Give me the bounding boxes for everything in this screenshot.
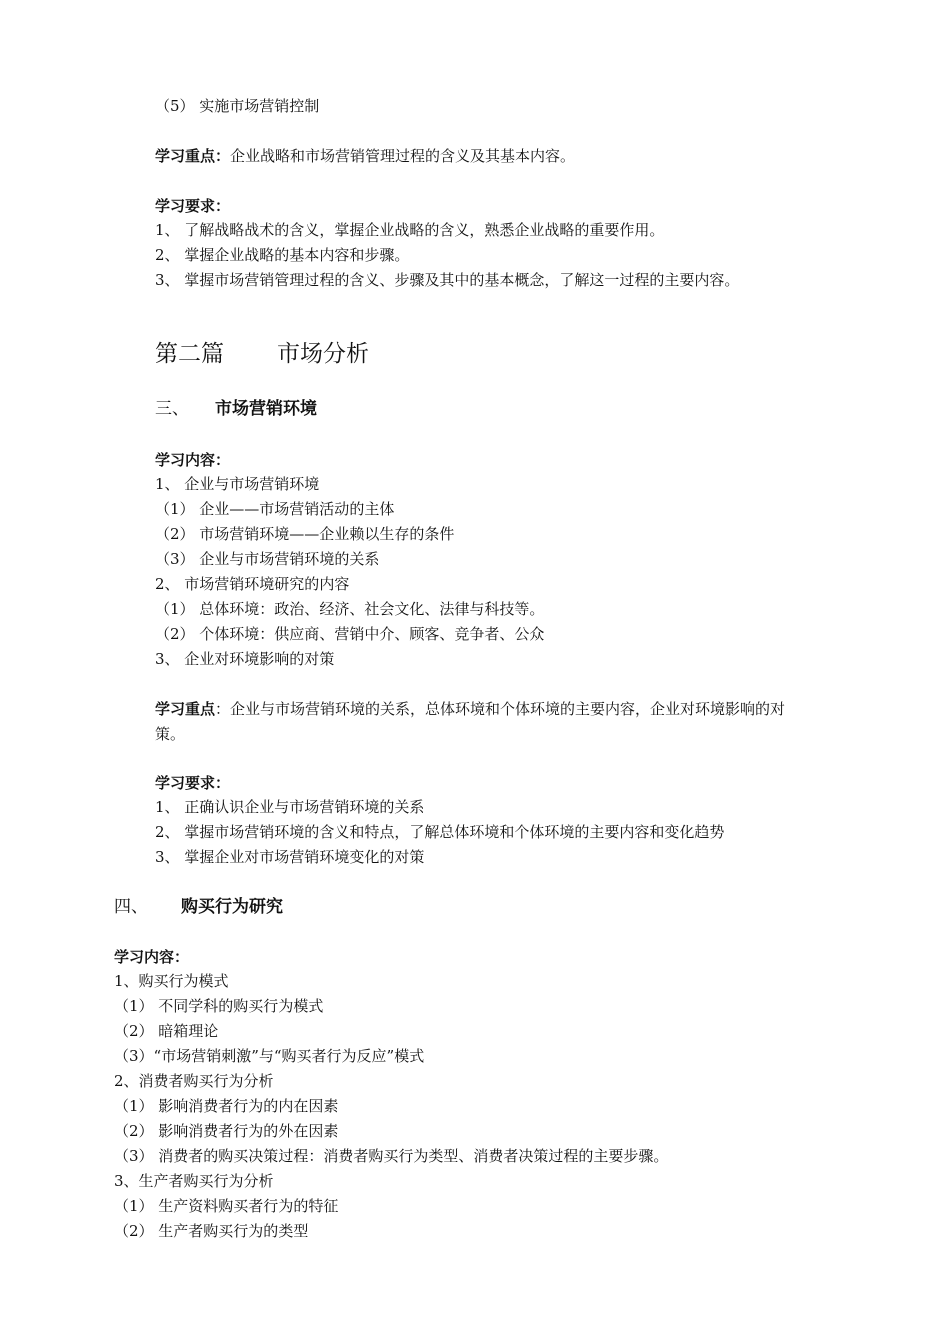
list-item: （1） 不同学科的购买行为模式 xyxy=(114,997,324,1015)
list-item: 2、 掌握企业战略的基本内容和步骤。 xyxy=(155,246,410,264)
part-heading xyxy=(155,340,369,368)
part-number: 第二篇 xyxy=(155,341,224,367)
list-item: （2） 个体环境：供应商、营销中介、顾客、竞争者、公众 xyxy=(155,625,545,643)
key-points xyxy=(155,699,785,719)
chapter-heading xyxy=(155,399,317,419)
list-item: 1、 正确认识企业与市场营销环境的关系 xyxy=(155,798,425,816)
requirements-label: 学习要求： xyxy=(155,197,231,215)
list-item: （2） 市场营销环境——企业赖以生存的条件 xyxy=(155,525,455,543)
key-points-text: 企业战略和市场营销管理过程的含义及其基本内容。 xyxy=(230,147,576,165)
chapter-number: 三、 xyxy=(155,399,189,419)
chapter-heading xyxy=(114,897,283,917)
list-item: （5） 实施市场营销控制 xyxy=(155,97,320,115)
list-item: 2、 市场营销环境研究的内容 xyxy=(155,575,350,593)
list-item: （1） 企业——市场营销活动的主体 xyxy=(155,500,395,518)
list-item: 3、 企业对环境影响的对策 xyxy=(155,650,335,668)
chapter-number: 四、 xyxy=(114,897,148,917)
list-item: 1、购买行为模式 xyxy=(114,972,229,990)
list-item: （1） 总体环境：政治、经济、社会文化、法律与科技等。 xyxy=(155,600,545,618)
list-item: 1、 企业与市场营销环境 xyxy=(155,475,320,493)
chapter-title: 购买行为研究 xyxy=(181,897,283,917)
key-points-text: ：企业与市场营销环境的关系，总体环境和个体环境的主要内容，企业对环境影响的对 xyxy=(215,700,786,718)
list-item: 2、 掌握市场营销环境的含义和特点，了解总体环境和个体环境的主要内容和变化趋势 xyxy=(155,823,725,841)
content-label: 学习内容： xyxy=(114,948,190,966)
list-item: （1） 生产资料购买者行为的特征 xyxy=(114,1197,339,1215)
chapter-title: 市场营销环境 xyxy=(215,399,317,419)
list-item: （2） 影响消费者行为的外在因素 xyxy=(114,1122,339,1140)
list-item: 1、 了解战略战术的含义，掌握企业战略的含义，熟悉企业战略的重要作用。 xyxy=(155,221,665,239)
part-title: 市场分析 xyxy=(277,341,369,367)
list-item: （2） 生产者购买行为的类型 xyxy=(114,1222,309,1240)
requirements-label: 学习要求： xyxy=(155,774,231,792)
list-item: （2） 暗箱理论 xyxy=(114,1022,219,1040)
list-item: （1） 影响消费者行为的内在因素 xyxy=(114,1097,339,1115)
list-item: 2、消费者购买行为分析 xyxy=(114,1072,274,1090)
content-label: 学习内容： xyxy=(155,451,231,469)
list-item: 3、 掌握企业对市场营销环境变化的对策 xyxy=(155,848,425,866)
key-points-label: 学习重点 xyxy=(155,700,216,718)
list-item: 3、生产者购买行为分析 xyxy=(114,1172,274,1190)
list-item: （3） 消费者的购买决策过程：消费者购买行为类型、消费者决策过程的主要步骤。 xyxy=(114,1147,669,1165)
key-points xyxy=(155,146,575,166)
key-points-continuation: 策。 xyxy=(155,725,186,743)
list-item: （3）“市场营销刺激”与“购买者行为反应”模式 xyxy=(114,1047,425,1065)
list-item: （3） 企业与市场营销环境的关系 xyxy=(155,550,380,568)
list-item: 3、 掌握市场营销管理过程的含义、步骤及其中的基本概念，了解这一过程的主要内容。 xyxy=(155,271,740,289)
key-points-label: 学习重点： xyxy=(155,147,231,165)
